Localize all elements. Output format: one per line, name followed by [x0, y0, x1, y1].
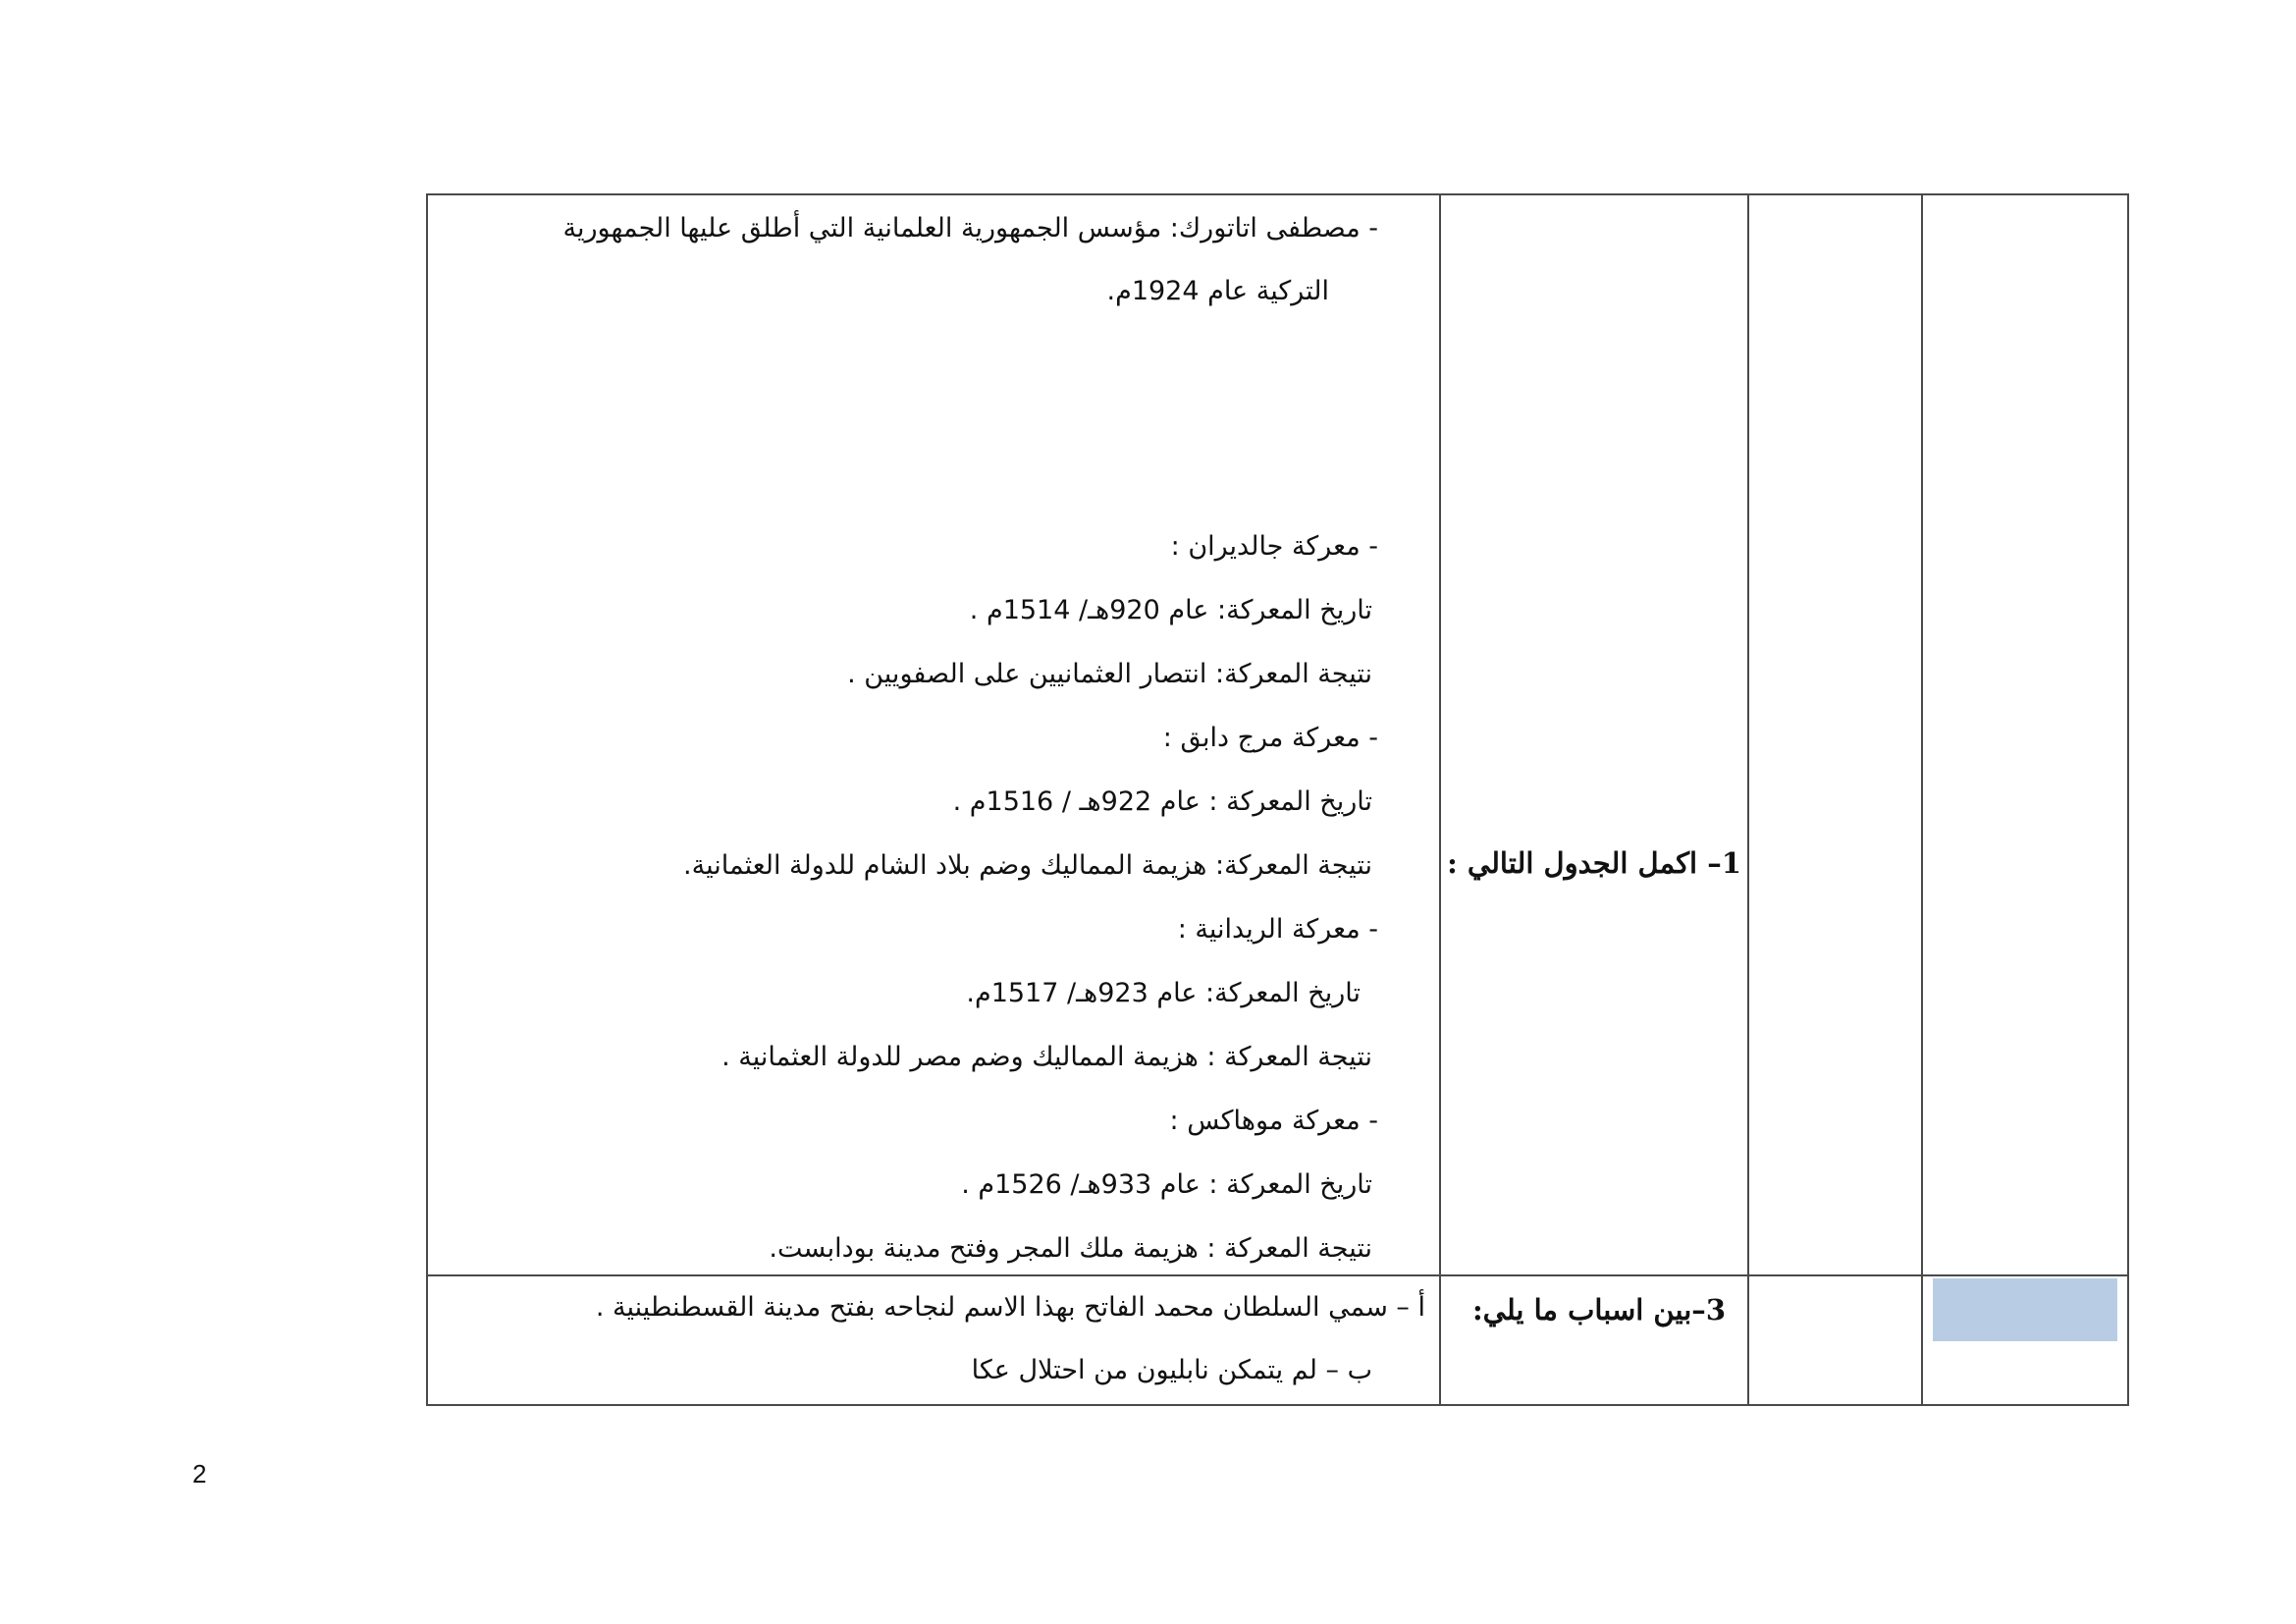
answer-line: - مصطفى اتاتورك: مؤسس الجمهورية العلمانية التي أطلق عليها الجمهورية [562, 213, 1378, 244]
answer-line: نتيجة المعركة : هزيمة ملك المجر وفتح مدينة بودابست. [769, 1233, 1372, 1264]
page-number: 2 [192, 1459, 207, 1489]
answer-line: - معركة الريدانية : [1177, 914, 1378, 945]
empty-cell [1748, 1275, 1922, 1405]
answer-cell [427, 194, 1440, 1275]
question-label: 3–بين اسباب ما يلي: [1471, 1293, 1726, 1326]
question-cell [1440, 194, 1748, 1275]
table-row [427, 194, 2128, 1275]
answer-line: نتيجة المعركة: انتصار العثمانيين على الصفويين . [847, 659, 1372, 689]
answer-line: أ – سمي السلطان محمد الفاتح بهذا الاسم لنجاحه بفتح مدينة القسطنطينية . [595, 1292, 1425, 1323]
answer-line: التركية عام 1924م. [1106, 276, 1329, 306]
answer-line: تاريخ المعركة: عام 923هـ/ 1517م. [966, 978, 1361, 1008]
answer-line: - معركة مرج دابق : [1162, 723, 1378, 753]
question-label: 1– اكمل الجدول التالي : [1447, 846, 1741, 880]
answer-line: نتيجة المعركة : هزيمة المماليك وضم مصر للدولة العثمانية . [721, 1042, 1372, 1072]
empty-cell [1748, 194, 1922, 1275]
table-row [427, 1275, 2128, 1405]
answer-line: ب – لم يتمكن نابليون من احتلال عكا [971, 1355, 1372, 1385]
answer-line: - معركة موهاكس : [1169, 1106, 1378, 1136]
answer-cell [427, 1275, 1440, 1405]
question-cell [1440, 1275, 1748, 1405]
highlighted-cell [1922, 1275, 2128, 1405]
answer-line: تاريخ المعركة: عام 920هـ/ 1514م . [969, 595, 1372, 625]
answer-line: نتيجة المعركة: هزيمة المماليك وضم بلاد الشام للدولة العثمانية. [683, 850, 1372, 881]
answer-line: - معركة جالديران : [1170, 531, 1378, 562]
content-table [426, 193, 2129, 1406]
answer-line: تاريخ المعركة : عام 933هـ/ 1526م . [961, 1169, 1372, 1200]
highlight-block [1933, 1278, 2117, 1341]
answer-line: تاريخ المعركة : عام 922هـ / 1516م . [952, 786, 1372, 817]
empty-cell [1922, 194, 2128, 1275]
